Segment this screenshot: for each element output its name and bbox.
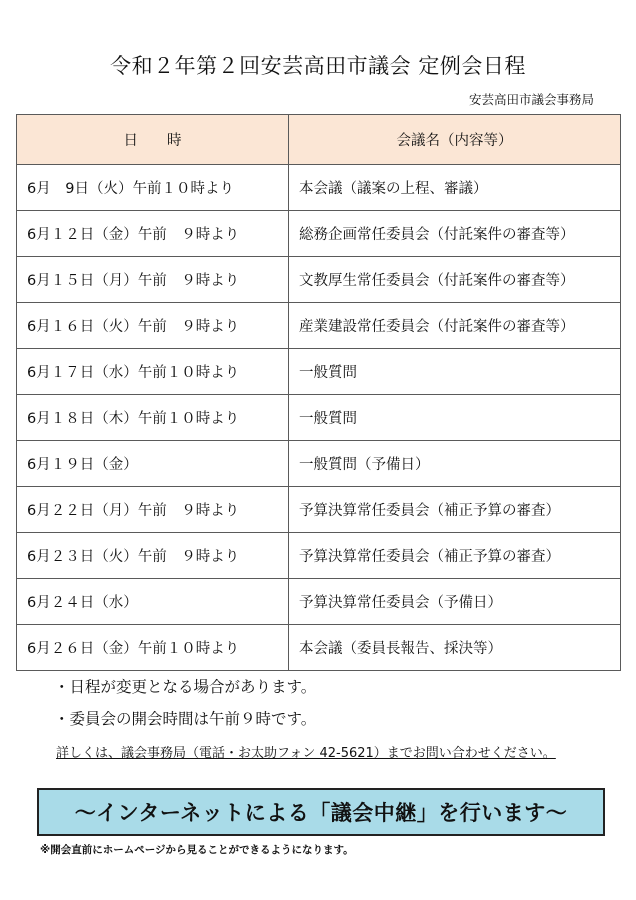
cell-datetime: 6月２３日（火）午前 ９時より [17,533,289,579]
cell-datetime: 6月１９日（金） [17,441,289,487]
cell-meeting: 予算決算常任委員会（予備日） [289,579,621,625]
cell-meeting: 本会議（議案の上程、審議） [289,165,621,211]
table-header-row [17,115,621,165]
contact-info: 詳しくは、議会事務局（電話・お太助フォン 42-5621）までお問い合わせください。 [56,746,556,761]
cell-meeting: 産業建設常任委員会（付託案件の審査等） [289,303,621,349]
cell-datetime: 6月１５日（月）午前 ９時より [17,257,289,303]
table-row [17,303,621,349]
cell-meeting: 文教厚生常任委員会（付託案件の審査等） [289,257,621,303]
cell-datetime: 6月１６日（火）午前 ９時より [17,303,289,349]
note-schedule-change: ・日程が変更となる場合があります。 [54,678,317,696]
page-title: 令和２年第２回安芸高田市議会 定例会日程 [110,54,526,78]
cell-meeting: 予算決算常任委員会（補正予算の審査） [289,533,621,579]
table-row [17,487,621,533]
table-row [17,579,621,625]
cell-datetime: 6月２２日（月）午前 ９時より [17,487,289,533]
cell-datetime: 6月 9日（火）午前１０時より [17,165,289,211]
cell-meeting: 予算決算常任委員会（補正予算の審査） [289,487,621,533]
cell-meeting: 一般質問 [289,395,621,441]
footnote: ※開会直前にホームページから見ることができるようになります。 [40,844,354,856]
note-committee-time: ・委員会の開会時間は午前９時です。 [54,710,317,728]
cell-datetime: 6月１８日（木）午前１０時より [17,395,289,441]
cell-datetime: 6月１２日（金）午前 ９時より [17,211,289,257]
cell-meeting: 一般質問 [289,349,621,395]
table-row [17,395,621,441]
table-row [17,533,621,579]
cell-meeting: 一般質問（予備日） [289,441,621,487]
notes-list [54,676,316,740]
table-row [17,349,621,395]
table-row [17,625,621,671]
cell-meeting: 本会議（委員長報告、採決等） [289,625,621,671]
cell-datetime: 6月２６日（金）午前１０時より [17,625,289,671]
internet-broadcast-banner [37,788,605,836]
table-row [17,211,621,257]
column-header-datetime: 日 時 [17,115,289,165]
table-row [17,257,621,303]
column-header-meeting: 会議名（内容等） [289,115,621,165]
cell-datetime: 6月１７日（水）午前１０時より [17,349,289,395]
issuing-office: 安芸高田市議会事務局 [468,92,594,107]
cell-meeting: 総務企画常任委員会（付託案件の審査等） [289,211,621,257]
table-row [17,441,621,487]
cell-datetime: 6月２４日（水） [17,579,289,625]
schedule-table [16,114,621,671]
banner-text: ～インターネットによる「議会中継」を行います～ [74,801,568,825]
table-row [17,165,621,211]
